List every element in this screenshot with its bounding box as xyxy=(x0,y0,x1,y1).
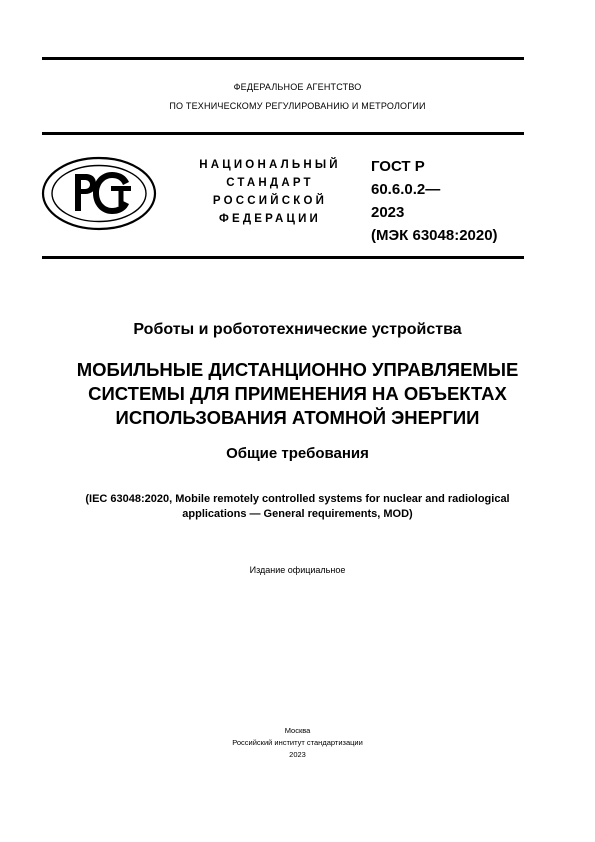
document-title xyxy=(20,358,575,430)
national-standard-line1: НАЦИОНАЛЬНЫЙ xyxy=(199,159,341,171)
footer-publisher: Российский институт стандартизации xyxy=(232,738,363,747)
lower-rule xyxy=(42,256,524,259)
document-subtitle: Роботы и робототехнические устройства xyxy=(133,321,462,338)
national-standard-line4: ФЕДЕРАЦИИ xyxy=(218,213,322,225)
title-line3: ИСПОЛЬЗОВАНИЯ АТОМНОЙ ЭНЕРГИИ xyxy=(115,407,480,428)
iec-reference-line1: (IEC 63048:2020, Mobile remotely controlled systems for nuclear and radiological xyxy=(85,493,510,505)
designation-line1: ГОСТ Р xyxy=(371,158,425,175)
official-edition-label: Издание официальное xyxy=(249,565,346,575)
title-line2: СИСТЕМЫ ДЛЯ ПРИМЕНЕНИЯ НА ОБЪЕКТАХ xyxy=(88,383,507,404)
rst-gost-mark-icon xyxy=(41,156,157,231)
national-standard-line3: РОССИЙСКОЙ xyxy=(212,195,328,207)
title-line1: МОБИЛЬНЫЕ ДИСТАНЦИОННО УПРАВЛЯЕМЫЕ xyxy=(76,359,519,380)
top-rule xyxy=(42,57,524,60)
standard-designation xyxy=(371,155,498,247)
national-standard-line2: СТАНДАРТ xyxy=(226,177,314,189)
iec-reference-line2: applications — General requirements, MOD) xyxy=(182,508,413,520)
general-requirements-heading: Общие требования xyxy=(226,445,369,462)
agency-name-line1: ФЕДЕРАЛЬНОЕ АГЕНТСТВО xyxy=(233,82,362,92)
designation-line2: 60.6.0.2— xyxy=(371,181,441,198)
designation-line4: (МЭК 63048:2020) xyxy=(371,227,498,244)
agency-name-line2: ПО ТЕХНИЧЕСКОМУ РЕГУЛИРОВАНИЮ И МЕТРОЛОГИИ xyxy=(169,101,426,111)
publication-footer xyxy=(0,725,595,761)
designation-line3: 2023 xyxy=(371,204,405,221)
iec-reference xyxy=(40,492,555,522)
national-standard-label xyxy=(176,156,364,228)
footer-year: 2023 xyxy=(289,750,306,759)
footer-city: Москва xyxy=(284,726,311,735)
middle-rule xyxy=(42,132,524,135)
